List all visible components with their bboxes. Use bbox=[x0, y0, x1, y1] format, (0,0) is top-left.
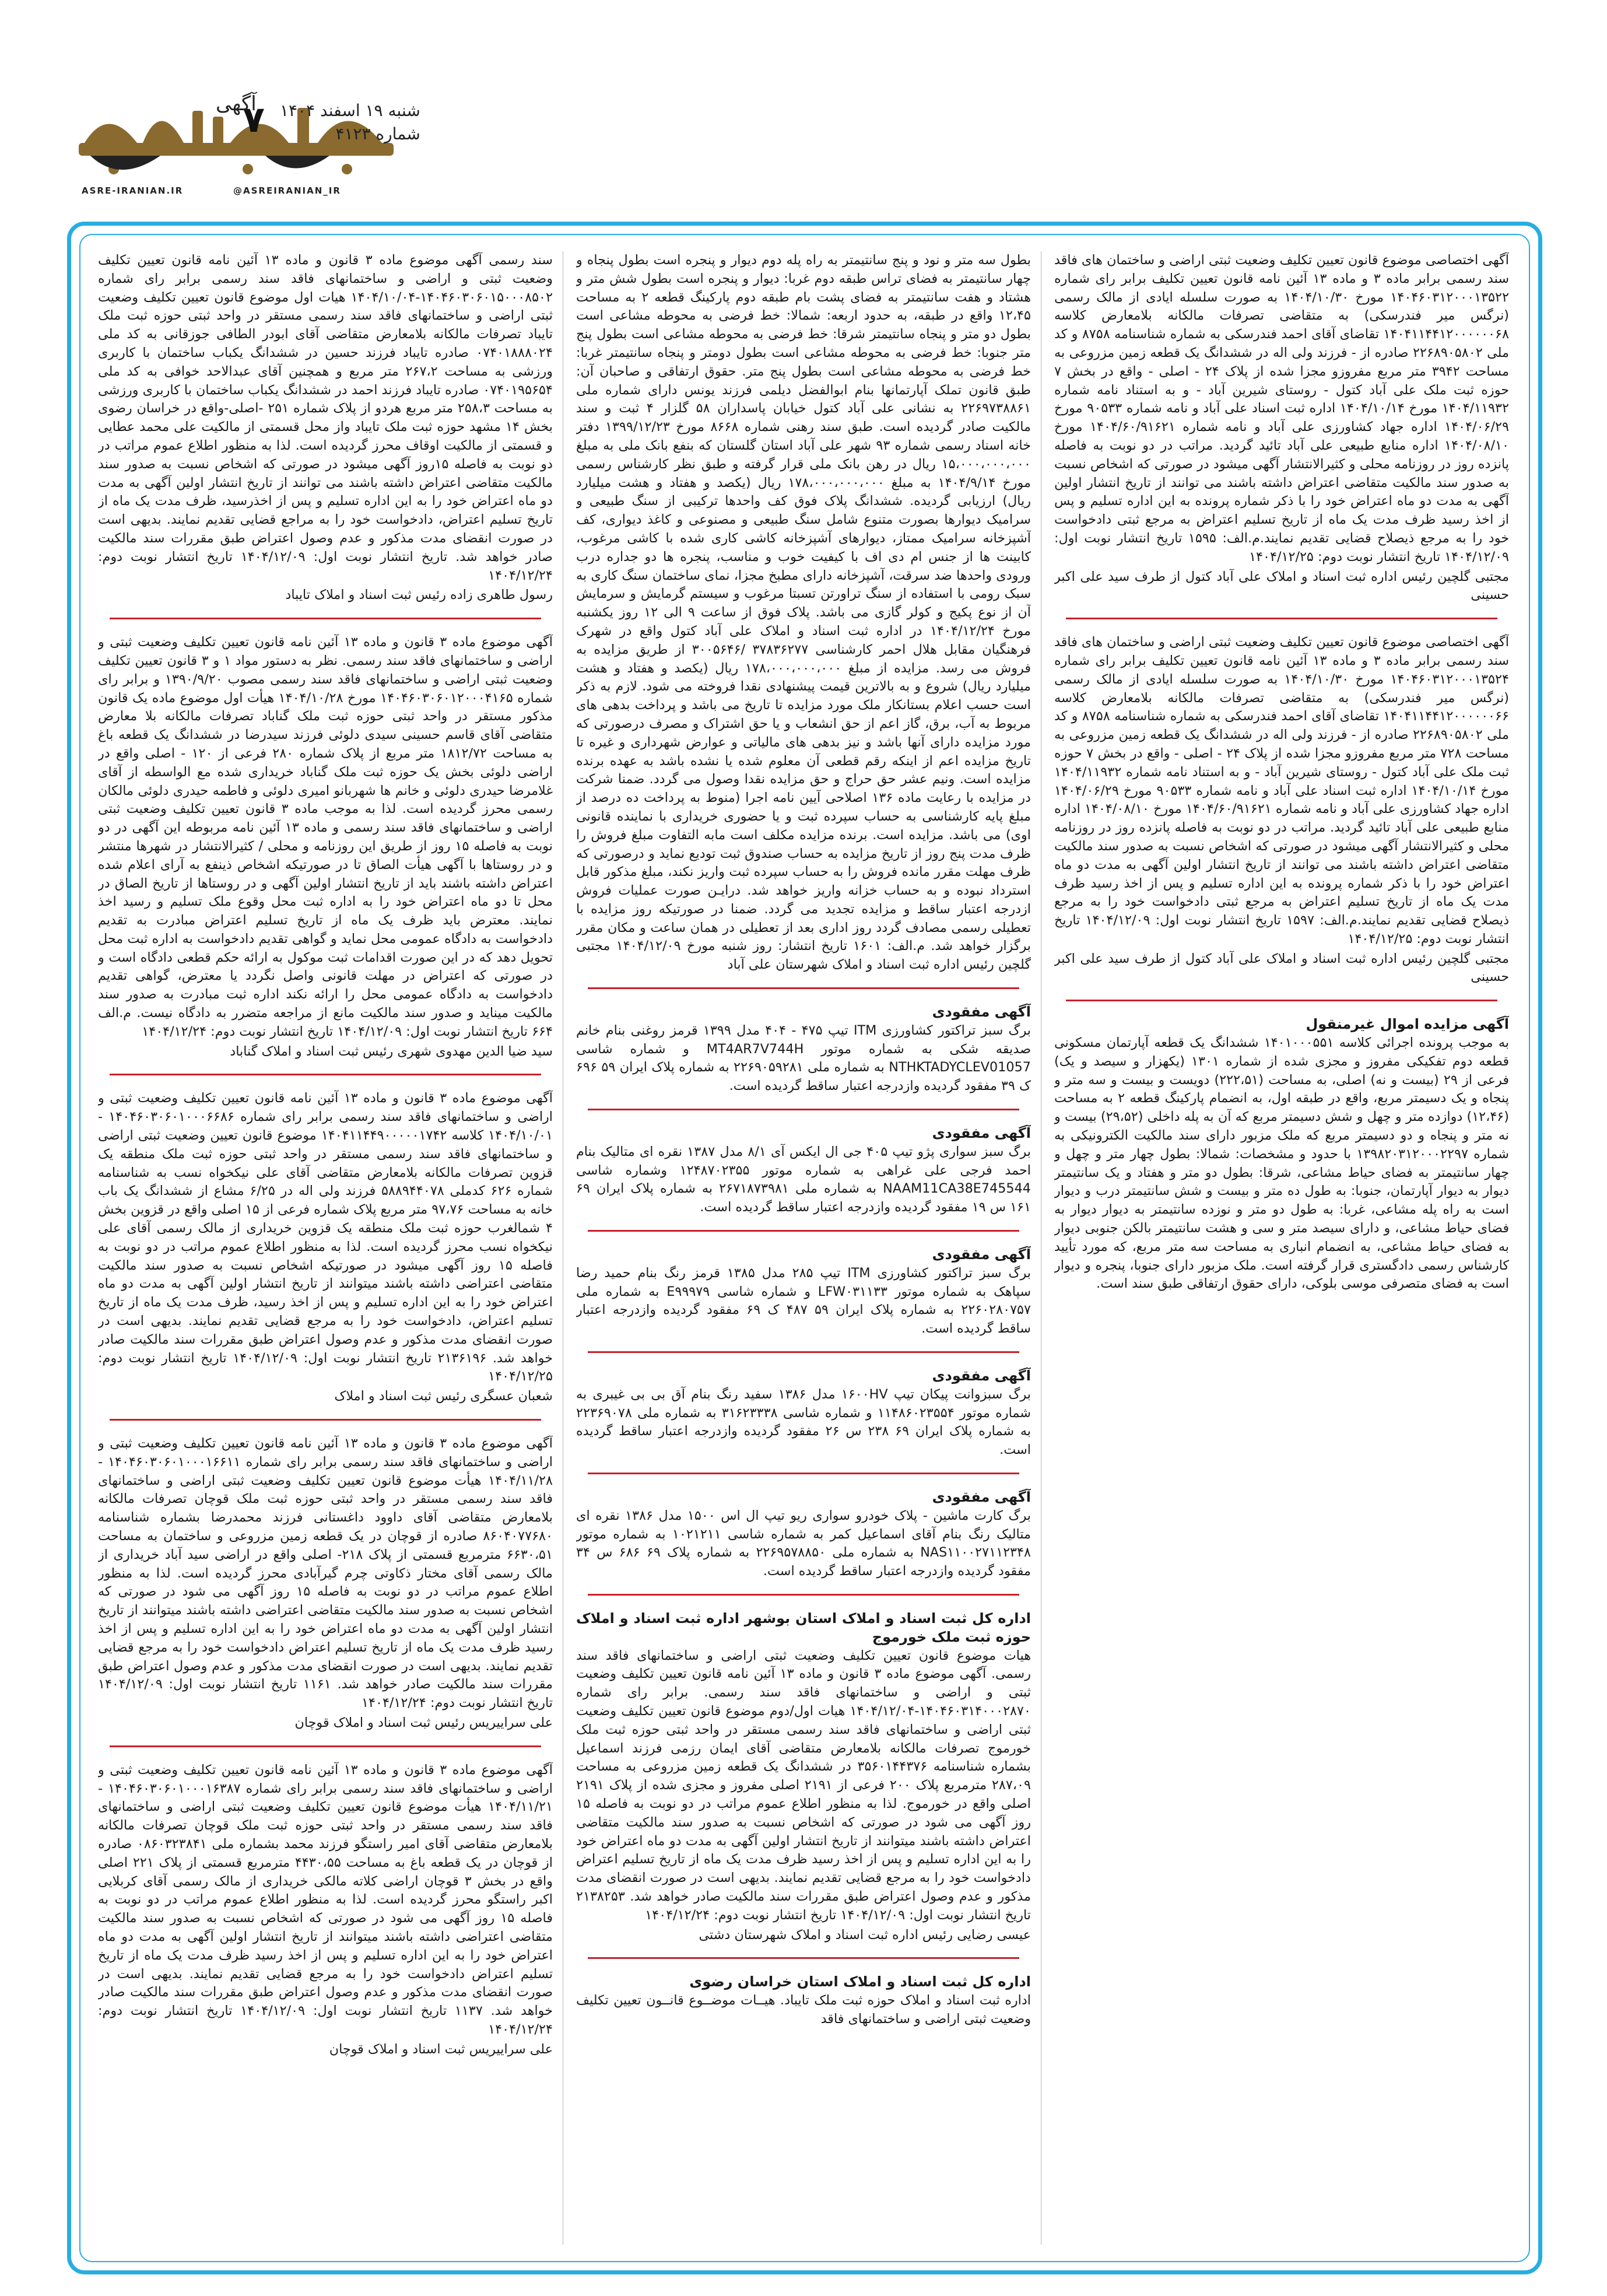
notice-signature: سید ضیا الدین مهدوی شهری رئیس ثبت اسناد و املاک گناباد bbox=[230, 1043, 553, 1059]
lost-document-notice bbox=[576, 1124, 1031, 1217]
notice-divider bbox=[588, 1957, 1019, 1959]
lost-document-notice bbox=[576, 1367, 1031, 1460]
notice-body: آگهی موضوع ماده ۳ قانون و ماده ۱۳ آئین نامه قانون تعیین تکلیف وضعیت ثبتی و اراضی و ساختمانهای فاقد سند رسمی برابر رای شماره ۱۴۰۴۶۰۳۰۶۰۱۰۰۰۶۶۸۶ - ۱۴۰۴/۱۰/۰۱ کلاسه ۱۴۰۴۱۱۴۴۹۰۰۰۰۰۱۷۴۲ موضوع قانون تعیین وضعیت ثبتی اراضی و ساختمانهای فاقد سند رسمی مستقر در واحد ثبتی حوزه ثبت ملک منطقه یک قزوین تصرفات مالکانه بلامعارض متقاضی آقای علی نیکخواه نسب به شناسنامه شماره ۶۲۶ کدملی ۵۸۸۹۴۴۰۷۸ فرزند ولی اله در ۶/۲۵ مشاع از ششدانگ یک باب خانه به مساحت ۹۷،۷۶ متر مربع پلاک شماره فرعی از ۱۵ اصلی واقع در قزوین بخش ۴ شمالغرب حوزه ثبت ملک منطقه یک قزوین خریداری از مالک رسمی آقای علی نیکخواه نسب محرز گردیده است. لذا به منظور اطلاع عموم مراتب در دو نوبت به فاصله ۱۵ روز آگهی میشود در صورتیکه اشخاص نسبت به صدور سند مالکیت متقاضی اعتراضی داشته باشند میتوانند از تاریخ انتشار اولین آگهی به مدت دو ماه اعتراض خود را به این اداره تسلیم و پس از اخذ رسید، ظرف مدت یک ماه از تاریخ تسلیم اعتراض، دادخواست خود را به مرجع قضایی تقدیم نمایند. بدیهی است در صورت انقضای مدت مذکور و عدم وصول اعتراض طبق مقررات سند مالکیت صادر خواهد شد. ۲۱۳۶۱۹۶ تاریخ انتشار نوبت اول: ۱۴۰۴/۱۲/۰۹ تاریخ انتشار نوبت دوم: ۱۴۰۴/۱۲/۲۵ bbox=[98, 1091, 553, 1384]
notice-heading: اداره کل ثبت اسناد و املاک استان خراسان رضوی bbox=[689, 1973, 1031, 1990]
notice-body: هیات موضوع قانون تعیین تکلیف وضعیت ثبتی اراضی و ساختمانهای فاقد سند رسمی. آگهی موضوع ماده ۳ قانون و ماده ۱۳ آئین نامه قانون تعیین تکلیف وضعیت ثبتی و اراضی و ساختمانهای فاقد سند رسمی. برابر رای شماره ۱۴۰۴۶۰۳۱۴۰۰۰۲۸۷۰-۱۴۰۴/۱۲/۰۴ هیات اول/دوم موضوع قانون تعیین تکلیف وضعیت ثبتی اراضی و ساختمانهای فاقد سند رسمی مستقر در واحد ثبتی حوزه ثبت ملک خورموج تصرفات مالکانه بلامعارض متقاضی آقای ایمان رزمی فرزند اسماعیل بشماره شناسنامه ۳۵۶۰۱۴۴۳۷۶ در ششدانگ یک قطعه زمین مزروعی به مساحت ۲۸۷،۰۹ مترمربع پلاک ۲۰۰ فرعی از ۲۱۹۱ اصلی مفروز و مجزی شده از پلاک ۲۱۹۱ اصلی واقع در خورموج. لذا به منظور اطلاع عموم مراتب در دو نوبت به فاصله ۱۵ روز آگهی می شود در صورتی که اشخاص نسبت به صدور سند مالکیت متقاضی اعتراض داشته باشند میتوانند از تاریخ انتشار اولین آگهی به مدت دو ماه اعتراض خود را به این اداره تسلیم و پس از اخذ رسید ظرف مدت یک ماه از تاریخ تسلیم اعتراض دادخواست خود را به مرجع قضایی تقدیم نمایند. بدیهی است در صورت انقضای مدت مذکور و عدم وصول اعتراض طبق مقررات سند مالکیت صادر خواهد شد. ۲۱۳۸۲۵۳ تاریخ انتشار نوبت اول: ۱۴۰۴/۱۲/۰۹ تاریخ انتشار نوبت دوم: ۱۴۰۴/۱۲/۲۴ bbox=[576, 1647, 1031, 1923]
notice-body: برگ سبزوانت پیکان تیپ ۱۶۰۰HV مدل ۱۳۸۶ سفید رنگ بنام آق بی بی غیبری به شماره موتور ۱۱۴۸۶۰۲۳۵۵۴ و شماره شاسی ۳۱۶۲۳۳۳۸ به شماره ملی ۲۲۳۶۹۰۷۸ به شماره پلاک ایران ۶۹ ۲۳۸ س ۲۶ مفقود گردیده وازدرجه اعتبار ساقط گردیده است. bbox=[576, 1386, 1031, 1458]
section-label: آگهی bbox=[216, 92, 257, 115]
lost-document-notice bbox=[576, 1246, 1031, 1338]
notice-divider bbox=[1066, 1000, 1497, 1001]
notice-divider bbox=[110, 1419, 541, 1421]
notice-body: آگهی موضوع ماده ۳ قانون و ماده ۱۳ آئین نامه قانون تعیین تکلیف وضعیت ثبتی و اراضی و ساختمانهای فاقد سند رسمی برابر رای شماره ۱۴۰۴۶۰۳۰۶۰۱۰۰۰۱۶۳۸۷ - ۱۴۰۴/۱۱/۲۱ هیأت موضوع قانون تعیین تکلیف وضعیت ثبتی اراضی و ساختمانهای فاقد سند رسمی مستقر در واحد ثبتی حوزه ثبت ملک قوچان تصرفات مالکانه بلامعارض متقاضی آقای امیر راستگو فرزند محمد بشماره ملی ۰۸۶۰۳۲۳۸۴۱ صادره از قوچان در یک قطعه باغ به مساحت ۴۴۳۰،۵۵ مترمربع قسمتی از پلاک ۲۲۱ اصلی واقع در بخش ۳ قوچان اراضی کلاته مالکی خریداری از مالک رسمی آقای کربلایی اکبر راستگو محرز گردیده است. لذا به منظور اطلاع عموم مراتب در دو نوبت به فاصله ۱۵ روز آگهی می شود در صورتی که اشخاص نسبت به صدور سند مالکیت متقاضی اعتراضی داشته باشند میتوانند از تاریخ انتشار اولین آگهی به مدت دو ماه اعتراض خود را به این اداره تسلیم و پس از اخذ رسید ظرف مدت یک ماه از تاریخ تسلیم اعتراض دادخواست خود را به مرجع قضایی تقدیم نمایند. بدیهی است در صورت انقضای مدت مذکور و عدم وصول اعتراض طبق مقررات سند مالکیت صادر خواهد شد. ۱۱۳۷ تاریخ انتشار نوبت اول: ۱۴۰۴/۱۲/۰۹ تاریخ انتشار نوبت دوم: ۱۴۰۴/۱۲/۲۴ bbox=[98, 1762, 553, 2037]
notice-heading: آگهی مفقودی bbox=[932, 1489, 1031, 1506]
legal-notice bbox=[1054, 251, 1509, 605]
notice-divider bbox=[588, 1594, 1019, 1596]
notice-body: بطول سه متر و نود و پنج سانتیمتر به راه پله دوم دیوار و پنجره است بطول پنجاه و چهار سانتیمتر به فضای تراس طبقه دوم غربا: دیوار و پنجره است بطول شش متر و هشتاد و هفت سانتیمتر به فضای پشت بام طبقه دوم پارکینگ قطعه ۲ به مساحت ۱۲،۴۵ واقع در طبقه، به حدود اربعه: شمالا: خط فرضی به محوطه مشاعی است بطول دو متر و پنجاه سانتیمتر شرقا: خط فرضی به محوطه مشاعی است بطول پنج متر جنوبا: خط فرضی به محوطه مشاعی است بطول دومتر و پنجاه سانتیمتر غربا: خط فرضی به محوطه مشاعی است بطول پنج متر. حقوق ارتفاقی و صاحبان آن: طبق قانون تملک آپارتمانها بنام ابوالفضل دیلمی فرزند یونس دارای شماره ملی ۲۲۶۹۷۳۸۸۶۱ به نشانی علی آباد کتول خیابان پاسداران ۵۸ گلزار ۴ ثبت و سند مالکیت صادر گردیده است. طبق سند رهنی شماره ۸۶۶۸ مورخ ۱۳۹۹/۱۲/۲۳ دفتر خانه اسناد رسمی شماره ۹۳ شهر علی آباد استان گلستان که بنفع بانک ملی به مبلغ ۱۵،۰۰۰،۰۰۰،۰۰۰ ریال در رهن بانک ملی قرار گرفته و طبق نظر کارشناس رسمی مورخ ۱۴۰۴/۹/۱۴ به مبلغ ۱۷۸،۰۰۰،۰۰۰،۰۰۰ ریال (یکصد و هفتاد و هشت میلیارد ریال) ارزیابی گردیده. ششدانگ پلاک فوق کف واحدها ترکیبی از سنگ طبیعی و سرامیک دیوارها بصورت متنوع شامل سنگ طبیعی و مصنوعی و کاغذ دیواری، کف آشپزخانه سرامیک ممتاز، دیوارهای آشپزخانه کاشی کاری شده با کاشی مرغوب، کابینت ها از جنس ام دی اف با کیفیت خوب و مناسب، پنجره ها دو جداره درب ورودی واحدها ضد سرقت، آشپزخانه دارای مطبخ مجزا، نمای ساختمان سنگ کاری به سبک رومی با استفاده از سنگ تراورتن تسبتا مرغوب و سیستم گرمایش و سرمایش آن از نوع پکیج و کولر گازی می باشد. پلاک فوق از ساعت ۹ الی ۱۲ روز یکشنبه مورخ ۱۴۰۴/۱۲/۲۴ در اداره ثبت اسناد و املاک علی آباد کتول واقع در شهرک فرهنگیان مقابل هلال احمر کارشناسی ۳۷۸۳۶۲۷۷ /۳۰۰۵۶۴۶ از طریق مزایده به فروش می رسد. مزایده از مبلغ ۱۷۸،۰۰۰،۰۰۰،۰۰۰ ریال (یکصد و هفتاد و هشت میلیارد ریال) شروع و به بالاترین قیمت پیشنهادی نقدا فروخته می شود. لازم به ذکر است حسب اعلام بستانکار ملک مورد مزایده تا تاریخ می باشد و پرداخت بدهی های مربوط به آب، برق، گاز اعم از حق انشعاب و یا حق اشتراک و مصرف درصورتی که مورد مزایده دارای آنها باشد و نیز بدهی های مالیاتی و عوارض شهرداری و غیره تا تاریخ مزایده اعم از اینکه رقم قطعی آن معلوم شده یا نشده باشد به عهده برنده مزایده است. ونیم عشر حق حراج و حق مزایده نقدا وصول می گردد. ضمنا شرکت در مزایده با رعایت ماده ۱۳۶ اصلاحی آیین نامه اجرا (منوط به پرداخت ده درصد از مبلغ پایه کارشناسی به حساب سپرده ثبت و یا حضوری خریداری با نماینده قانونی اوی) می باشد. مزایده است. برنده مزایده مکلف است مابه التفاوت مبلغ فروش را ظرف مدت پنج روز از تاریخ مزایده به حساب صندوق ثبت تودیع نماید و درصورتی که ظرف مهلت مقرر مانده فروش را به حساب سپرده ثبت واریز نکند، مبلغ مذکور قابل استرداد نبوده و به حساب خزانه واریز خواهد شد. درایـن صورت عملیات فروش ازدرجه اعتبار ساقط و مزایده تجدید می گردد. ضمنا در صورتیکه روز مزایده با تعطیلی رسمی مصادف گردد روز اداری بعد از تعطیلی در همان ساعت و مکان مقرر برگزار خواهد شد. م.الف: ۱۶۰۱ تاریخ انتشار: روز شنبه مورخ ۱۴۰۴/۱۲/۰۹ مجتبی گلچین رئیس اداره ثبت اسناد و املاک شهرستان علی آباد bbox=[576, 253, 1031, 973]
auction-notice-continued bbox=[576, 251, 1031, 975]
notice-divider bbox=[1066, 618, 1497, 619]
notice-body: برگ سبز سواری پژو تیپ ۴۰۵ جی ال ایکس آی ۸/۱ مدل ۱۳۸۷ نقره ای متالیک بنام احمد فرجی علی غراهی به شماره موتور ۱۲۴۸۷۰۲۳۵۵ وشماره شاسی NAAM11CA38E745544 به شماره ملی ۲۶۷۱۸۷۳۹۸۱ به شماره پلاک ایران ۶۹ ۱۶۱ س ۱۹ مفقود گردیده وازدرجه اعتبار ساقط گردیده است. bbox=[576, 1144, 1031, 1215]
content-frame-inner bbox=[79, 234, 1530, 2262]
notice-heading: آگهی مفقودی bbox=[932, 1004, 1031, 1021]
notice-divider bbox=[588, 1473, 1019, 1474]
masthead bbox=[0, 0, 1607, 222]
issue-number: شماره ۴۱۲۳ bbox=[335, 124, 420, 143]
column-middle bbox=[576, 251, 1031, 2245]
notice-signature: علی سراییریس ثبت اسناد و املاک قوچان bbox=[329, 2041, 553, 2057]
legal-notice bbox=[98, 633, 553, 1061]
legal-notice bbox=[98, 1435, 553, 1733]
legal-notice bbox=[576, 1973, 1031, 2028]
notice-signature: رسول طاهری زاده رئیس ثبت اسناد و املاک تایباد bbox=[285, 587, 553, 603]
notice-body: آگهی موضوع ماده ۳ قانون و ماده ۱۳ آئین نامه قانون تعیین تکلیف وضعیت ثبتی و اراضی و ساختمانهای فاقد سند رسمی برابر رای شماره ۱۴۰۴۶۰۳۰۶۰۱۰۰۰۱۶۶۱۱ - ۱۴۰۴/۱۱/۲۸ هیأت موضوع قانون تعیین تکلیف وضعیت ثبتی اراضی و ساختمانهای فاقد سند رسمی مستقر در واحد ثبتی حوزه ثبت ملک قوچان تصرفات مالکانه بلامعارض متقاضی آقای داوود داغستانی فرزند محمدرضا بشماره شناسنامه ۸۶۰۴۰۷۷۶۸۰ صادره از قوچان در یک قطعه زمین مزروعی و ساختمان به مساحت ۶۶۳۰،۵۱ مترمربع قسمتی از پلاک ۲۱۸- اصلی واقع در اراضی سید آباد خریداری از مالک رسمی آقای مختار ذکاوتی چرم گیرآبادی محرز گردیده است. لذا به منظور اطلاع عموم مراتب در دو نوبت به فاصله ۱۵ روز آگهی می شود در صورتی که اشخاص نسبت به صدور سند مالکیت متقاضی اعتراضی داشته باشند میتوانند از تاریخ انتشار اولین آگهی به مدت دو ماه اعتراض خود را به این اداره تسلیم و پس از اخذ رسید ظرف مدت یک ماه از تاریخ تسلیم اعتراض دادخواست خود را به مرجع قضایی تقدیم نمایند. بدیهی است در صورت انقضای مدت مذکور و عدم وصول اعتراض طبق مقررات سند مالکیت صادر خواهد شد. ۱۱۶۱ تاریخ انتشار نوبت اول: ۱۴۰۴/۱۲/۰۹ تاریخ انتشار نوبت دوم: ۱۴۰۴/۱۲/۲۴ bbox=[98, 1436, 553, 1711]
notice-signature: مجتبی گلچین رئیس اداره ثبت اسناد و املاک علی آباد کتول از طرف سید علی اکبر حسینی bbox=[1054, 951, 1509, 985]
page-number: ۷ bbox=[243, 98, 265, 141]
notice-body: برگ کارت ماشین - پلاک خودرو سواری ریو تیپ ال اس ۱۵۰۰ مدل ۱۳۸۶ نقره ای متالیک رنگ بنام آقای اسماعیل کمر به شماره شاسی ۱۰۲۱۲۱۱ به شماره موتور NAS۱۱۰۰۲۷۱۱۲۳۴۸ به شماره ملی ۲۲۶۹۵۷۸۸۵۰ به شماره پلاک ۶۹ ۶۸۶ س ۳۴ مفقود گردیده وازدرجه اعتبار ساقط گردیده است. bbox=[576, 1508, 1031, 1579]
notice-body: به موجب پرونده اجرائی کلاسه ۱۴۰۱۰۰۰۵۵۱ ششدانگ یک قطعه آپارتمان مسکونی قطعه دوم تفکیکی مفروز و مجزی شده از شماره ۱۳۰۱ (یکهزار و سیصد و یک) فرعی از ۲۹ (بیست و نه) اصلی، به مساحت (۲۲۲،۵۱) دویست و بیست و سه متر و پنجاه و یک دسیمتر مربع، واقع در طبقه اول، به انضمام پارکینگ قطعه ۲ به مساحت (۱۲،۴۶) دوازده متر و چهل و شش دسیمتر مربع که آن به پله داخلی (۲۹،۵۲) بیست و نه متر و پنجاه و دو دسیمتر مربع که ملک مزبور دارای سند مالکیت الکترونیکی به شماره ۱۳۹۸۲۰۳۱۲۰۰۰۲۲۹۷ با حدود و مشخصات: شمالا: بطول چهار متر و چهل و چهار سانتیمتر به فضای حیاط مشاعی، شرقا: بطول دو متر و هفتاد و یک سانتیمتر دیوار به دیوار آپارتمان، جنوبا: به طول ده متر و بیست و شش سانتیمتر درب و دیوار است به راه پله مشاعی، غربا: به طول دو متر و نوزده سانتیمتر به دیوار دیوار به فضای حیاط مشاعی، و دارای سیصد متر و سی و هشت سانتیمتر بالکن جنوبی دیوار به فضای حیاط مشاعی، به انضمام انباری به مساحت سه متر مربع، که مورد تأیید کارشناس رسمی دادگستری قرار گرفته است. ملک مزبور دارای جنوبا، پنجره و دیوار است به فضای متصرفی موسی بلوکی، دارای حقوق ارتفاقی طبق سند است. bbox=[1054, 1035, 1509, 1292]
issue-date: شنبه ۱۹ اسفند ۱۴۰۴ bbox=[280, 101, 420, 120]
legal-notice bbox=[98, 1761, 553, 2059]
notice-heading: آگهی مزایده اموال غیرمنقول bbox=[1306, 1016, 1509, 1033]
notice-divider bbox=[110, 618, 541, 619]
notice-heading: آگهی مفقودی bbox=[932, 1246, 1031, 1263]
notice-body: آگهی اختصاصی موضوع قانون تعیین تکلیف وضعیت ثبتی اراضی و ساختمان های فاقد سند رسمی برابر ماده ۳ و ماده ۱۳ آئین نامه قانون تعیین تکلیف برابر رای شماره ۱۴۰۴۶۰۳۱۲۰۰۰۱۳۵۲۴ مورخ ۱۴۰۴/۱۰/۳۰ به صورت سلسله ایادی از مالک رسمی (نرگس میر فندرسکی) به متقاضی تصرفات مالکانه بلامعارض کلاسه ۱۴۰۴۱۱۴۴۱۲۰۰۰۰۰۰۶۶ تقاضای آقای احمد فندرسکی به شماره شناسنامه ۸۷۵۸ و کد ملی ۲۲۶۸۹۰۵۸۰۲ صادره از - فرزند ولی اله در ششدانگ یک قطعه زمین مزروعی به مساحت ۷۲۸ متر مربع مفروزو مجزا شده از پلاک ۲۴ - اصلی - واقع در بخش ۷ حوزه ثبت ملک علی آباد کتول - روستای شیرین آباد - و به استناد نامه شماره ۱۴۰۴/۱۱۹۳۲ مورخ ۱۴۰۴/۱۰/۱۴ اداره ثبت اسناد علی آباد و نامه شماره ۹۰۵۳۳ مورخ ۱۴۰۴/۰۶/۲۹ اداره جهاد کشاورزی علی آباد و نامه شماره ۱۴۰۴/۶۰/۹۱۶۲۱ مورخ ۱۴۰۴/۰۸/۱۰ اداره منابع طبیعی علی آباد تائید گردید. مراتب در دو نوبت به فاصله پانزده روز در روزنامه محلی و کثیرالانتشار آگهی میشود در صورتی که اشخاص نسبت به صدور سند مالکیت متقاضی اعتراض داشته باشند می توانند از تاریخ انتشار اولین آگهی به مدت دو ماه اعتراض خود را با ذکر شماره پرونده به این اداره تسلیم و پس از اخذ رسید ظرف مدت یک ماه از تاریخ تسلیم اعتراض به مرجع ثبتی دادخواست خود را به مرجع ذیصلاح قضایی تقدیم نمایند.م.الف: ۱۵۹۷ تاریخ انتشار نوبت اول: ۱۴۰۴/۱۲/۰۹ تاریخ انتشار نوبت دوم: ۱۴۰۴/۱۲/۲۵ bbox=[1054, 635, 1509, 947]
issue-info bbox=[280, 99, 420, 146]
lost-document-notice bbox=[576, 1488, 1031, 1581]
legal-notice bbox=[576, 1610, 1031, 1944]
auction-notice bbox=[1054, 1015, 1509, 1294]
notice-heading: آگهی مفقودی bbox=[932, 1368, 1031, 1384]
legal-notice bbox=[98, 1089, 553, 1406]
lost-document-notice bbox=[576, 1003, 1031, 1096]
content-frame bbox=[67, 222, 1542, 2274]
notice-divider bbox=[110, 1745, 541, 1747]
column-right bbox=[1054, 251, 1509, 2245]
notice-divider bbox=[588, 1109, 1019, 1110]
notice-body: سند رسمی آگهی موضوع ماده ۳ قانون و ماده ۱۳ آئین نامه قانون تعیین تکلیف وضعیت ثبتی و اراضی و ساختمانهای فاقد سند رسمی برابر رای شماره ۱۴۰۴۶۰۳۰۶۰۱۵۰۰۰۸۵۰۲-۱۴۰۴/۱۰/۰۴ هیات اول موضوع قانون تعیین تکلیف وضعیت ثبتی اراضی و ساختمانهای فاقد سند رسمی مستقر در واحد ثبتی حوزه ثبت ملک تایباد تصرفات مالکانه بلامعارض متقاضی آقای ابودر الطافی جوزقانی به کد ملی ۰۷۴۰۱۸۸۸۰۲۴ صادره تایباد فرزند حسین در ششدانگ یکباب ساختمان با کاربری ورزشی به مساحت ۲۶۷،۲ متر مربع و همچنین آقای عبدالاحد خوافی به کد ملی ۰۷۴۰۱۹۵۶۵۴ صادره تایباد فرزند احمد در ششدانگ یکباب ساختمان با کاربری ورزشی به مساحت ۲۵۸،۳ متر مربع هردو از پلاک شماره ۲۵۱ -اصلی-واقع در خراسان رضوی بخش ۱۴ مشهد حوزه ثبت ملک تایباد واز محل قسمتی از مالکیت علی محمد عطایی و قسمتی از مالکیت اوقاف محرز گردیده است. لذا به منظور اطلاع عموم مراتب در دو نوبت به فاصله ۱۵روز آگهی میشود در صورتی که اشخاص نسبت به صدور سند مالکیت متقاضی اعتراض داشته باشند می توانند از تاریخ انتشار اولین آگهی به مدت دو ماه اعتراض خود را به این اداره تسلیم و پس از اخذرسید، ظرف مدت یک ماه از تاریخ تسلیم اعتراض، دادخواست خود را به مراجع قضایی تقدیم نمایند. بدیهی است در صورت انقضای مدت مذکور و عدم وصول اعتراض طبق مقررات سند مالکیت صادر خواهد شد. تاریخ انتشار نوبت اول: ۱۴۰۴/۱۲/۰۹ تاریخ انتشار نوبت دوم: ۱۴۰۴/۱۲/۲۴ bbox=[98, 253, 553, 583]
notice-body: برگ سبز تراکتور کشاورزی ITM تیپ ۴۷۵ - ۴۰۴ مدل ۱۳۹۹ قرمز روغنی بنام خانم صدیقه شکی به شماره موتور MT4AR7V744H و شماره شاسی NTHKTADYCLEV01057 به شماره ملی ۲۲۶۹۰۵۹۲۸۱ به شماره پلاک ایران ۵۹ ۶۹۶ ک ۳۹ مفقود گردیده وازدرجه اعتبار ساقط گردیده است. bbox=[576, 1022, 1031, 1094]
notice-divider bbox=[588, 1351, 1019, 1353]
notice-signature: عیسی رضایی رئیس اداره ثبت اسناد و املاک شهرستان دشتی bbox=[699, 1927, 1031, 1943]
notice-heading: آگهی مفقودی bbox=[932, 1125, 1031, 1142]
legal-notice bbox=[1054, 633, 1509, 987]
legal-notice bbox=[98, 251, 553, 605]
notice-body: اداره ثبت اسناد و املاک حوزه ثبت ملک تایباد. هیــات موضــوع قانــون تعیین تکلیف وضعیت ثبتی اراضی و ساختمانهای فاقد bbox=[576, 1993, 1031, 2027]
notice-heading: اداره کل ثبت اسناد و املاک استان بوشهر اداره ثبت اسناد و املاک حوزه ثبت ملک خورموج bbox=[576, 1610, 1031, 1645]
notice-signature: علی سراییریس رئیس ثبت اسناد و املاک قوچان bbox=[294, 1715, 553, 1730]
notice-body: برگ سبز تراکتور کشاورزی ITM تیپ ۲۸۵ مدل ۱۳۸۵ قرمز رنگ بنام حمید رضا سپاهک به شماره موتور LFW۰۳۱۱۳۳ و شماره شاسی E۹۹۹۷۹ به شماره ملی ۲۲۶۰۲۸۰۷۵۷ به شماره پلاک ایران ۵۹ ۴۸۷ ک ۶۹ مفقود گردیده وازدرجه اعتبار ساقط گردیده است. bbox=[576, 1265, 1031, 1337]
social-handle-label: @ASREIRANIAN_IR bbox=[233, 185, 341, 196]
notice-body: آگهی موضوع ماده ۳ قانون و ماده ۱۳ آئین نامه قانون تعیین تکلیف وضعیت ثبتی و اراضی و ساختمانهای فاقد سند رسمی. نظر به دستور مواد ۱ و ۳ قانون تعیین تکلیف وضعیت ثبتی اراضی و ساختمانهای فاقد سند رسمی مصوب ۱۳۹۰/۹/۲۰ و برابر رای شماره ۱۴۰۴۶۰۳۰۶۰۱۲۰۰۰۴۱۶۵ مورخ ۱۴۰۴/۱۰/۲۸ هیأت اول موضوع ماده یک قانون مذکور مستقر در واحد ثبتی حوزه ثبت ملک گناباد تصرفات مالکانه بلا معارض متقاضی آقای قاسم حسینی سیدی دلوئی فرزند سیدرضا در ششدانگ یک قطعه باغ به مساحت ۱۸۱۲/۷۲ متر مربع از پلاک شماره ۲۸۰ فرعی از ۱۲۰ - اصلی واقع در اراضی دلوئی بخش یک حوزه ثبت ملک گناباد خریداری شده مع الواسطه از آقای غلامرضا حیدری دلوئی و خانم ها شهربانو امیری دلوئی و فاطمه حیدری دلوئی مالکان رسمی محرز گردیده است. لذا به موجب ماده ۳ قانون تعیین تکلیف وضعیت ثبتی اراضی و ساختمانهای فاقد سند رسمی و ماده ۱۳ آئین نامه مربوطه این آگهی در دو نوبت به فاصله ۱۵ روز از طریق این روزنامه و محلی / کثیرالانتشار در شهرها منتشر و در روستاها با آگهی هیأت الصاق تا در صورتیکه اشخاص ذینفع به آرای اعلام شده اعتراض داشته باشند باید از تاریخ انتشار اولین آگهی و در روستاها از تاریخ الصاق در محل تا دو ماه اعتراض خود را به اداره ثبت محل وقوع ملک تسلیم و رسید اخذ نمایند. معترض باید ظرف یک ماه از تاریخ تسلیم اعتراض مبادرت به تقدیم دادخواست به دادگاه عمومی محل نماید و گواهی تقدیم دادخواست به اداره ثبت محل تحویل دهد که در این صورت اقدامات ثبت موکول به ارائه حکم قطعی دادگاه است و در صورتی که اعتراض در مهلت قانونی واصل نگردد یا معترض، گواهی تقدیم دادخواست به دادگاه عمومی محل را ارائه نکند اداره ثبت مبادرت به صدور سند مالکیت میناید و صدور سند مالکیت مانع از مراجعه متضرر به دادگاه نیست. م.الف ۶۶۴ تاریخ انتشار نوبت اول: ۱۴۰۴/۱۲/۰۹ تاریخ انتشار نوبت دوم: ۱۴۰۴/۱۲/۲۴ bbox=[98, 635, 553, 1039]
notice-divider bbox=[588, 987, 1019, 989]
website-label: ASRE-IRANIAN.IR bbox=[82, 185, 184, 196]
notice-body: آگهی اختصاصی موضوع قانون تعیین تکلیف وضعیت ثبتی اراضی و ساختمان های فاقد سند رسمی برابر ماده ۳ و ماده ۱۳ آئین نامه قانون تعیین تکلیف برابر رای شماره ۱۴۰۴۶۰۳۱۲۰۰۰۱۳۵۲۲ مورخ ۱۴۰۴/۱۰/۳۰ به صورت سلسله ایادی از مالک رسمی (نرگس میر فندرسکی) به متقاضی تصرفات مالکانه بلامعارض کلاسه ۱۴۰۴۱۱۴۴۱۲۰۰۰۰۰۰۶۸ تقاضای آقای احمد فندرسکی به شماره شناسنامه ۸۷۵۸ و کد ملی ۲۲۶۸۹۰۵۸۰۲ صادره از - فرزند ولی اله در ششدانگ یک قطعه زمین مزروعی به مساحت ۳۹۴۲ متر مربع مفروزو مجزا شده از پلاک ۲۴ - اصلی - واقع در بخش ۷ حوزه ثبت ملک علی آباد کتول - روستای شیرین آباد - و به استناد نامه شماره ۱۴۰۴/۱۱۹۳۲ مورخ ۱۴۰۴/۱۰/۱۴ اداره ثبت اسناد علی آباد و نامه شماره ۹۰۵۳۳ مورخ ۱۴۰۴/۰۶/۲۹ اداره جهاد کشاورزی علی آباد و نامه شماره ۱۴۰۴/۶۰/۹۱۶۲۱ مورخ ۱۴۰۴/۰۸/۱۰ اداره منابع طبیعی علی آباد تائید گردید. مراتب در دو نوبت به فاصله پانزده روز در روزنامه محلی و کثیرالانتشار آگهی میشود در صورتی که اشخاص نسبت به صدور سند مالکیت متقاضی اعتراض داشته باشند می توانند از تاریخ انتشار اولین آگهی به مدت دو ماه اعتراض خود را با ذکر شماره پرونده به این اداره تسلیم و پس از اخذ رسید ظرف مدت یک ماه از تاریخ تسلیم اعتراض به مرجع ثبتی دادخواست خود را به مرجع ذیصلاح قضایی تقدیم نمایند.م.الف: ۱۵۹۵ تاریخ انتشار نوبت اول: ۱۴۰۴/۱۲/۰۹ تاریخ انتشار نوبت دوم: ۱۴۰۴/۱۲/۲۵ bbox=[1054, 253, 1509, 565]
notice-divider bbox=[588, 1230, 1019, 1232]
notice-signature: شعبان عسگری رئیس ثبت اسناد و املاک bbox=[334, 1389, 553, 1404]
column-left bbox=[98, 251, 553, 2245]
notice-divider bbox=[110, 1074, 541, 1075]
notice-signature: مجتبی گلچین رئیس اداره ثبت اسناد و املاک علی آباد کتول از طرف سید علی اکبر حسینی bbox=[1054, 569, 1509, 603]
